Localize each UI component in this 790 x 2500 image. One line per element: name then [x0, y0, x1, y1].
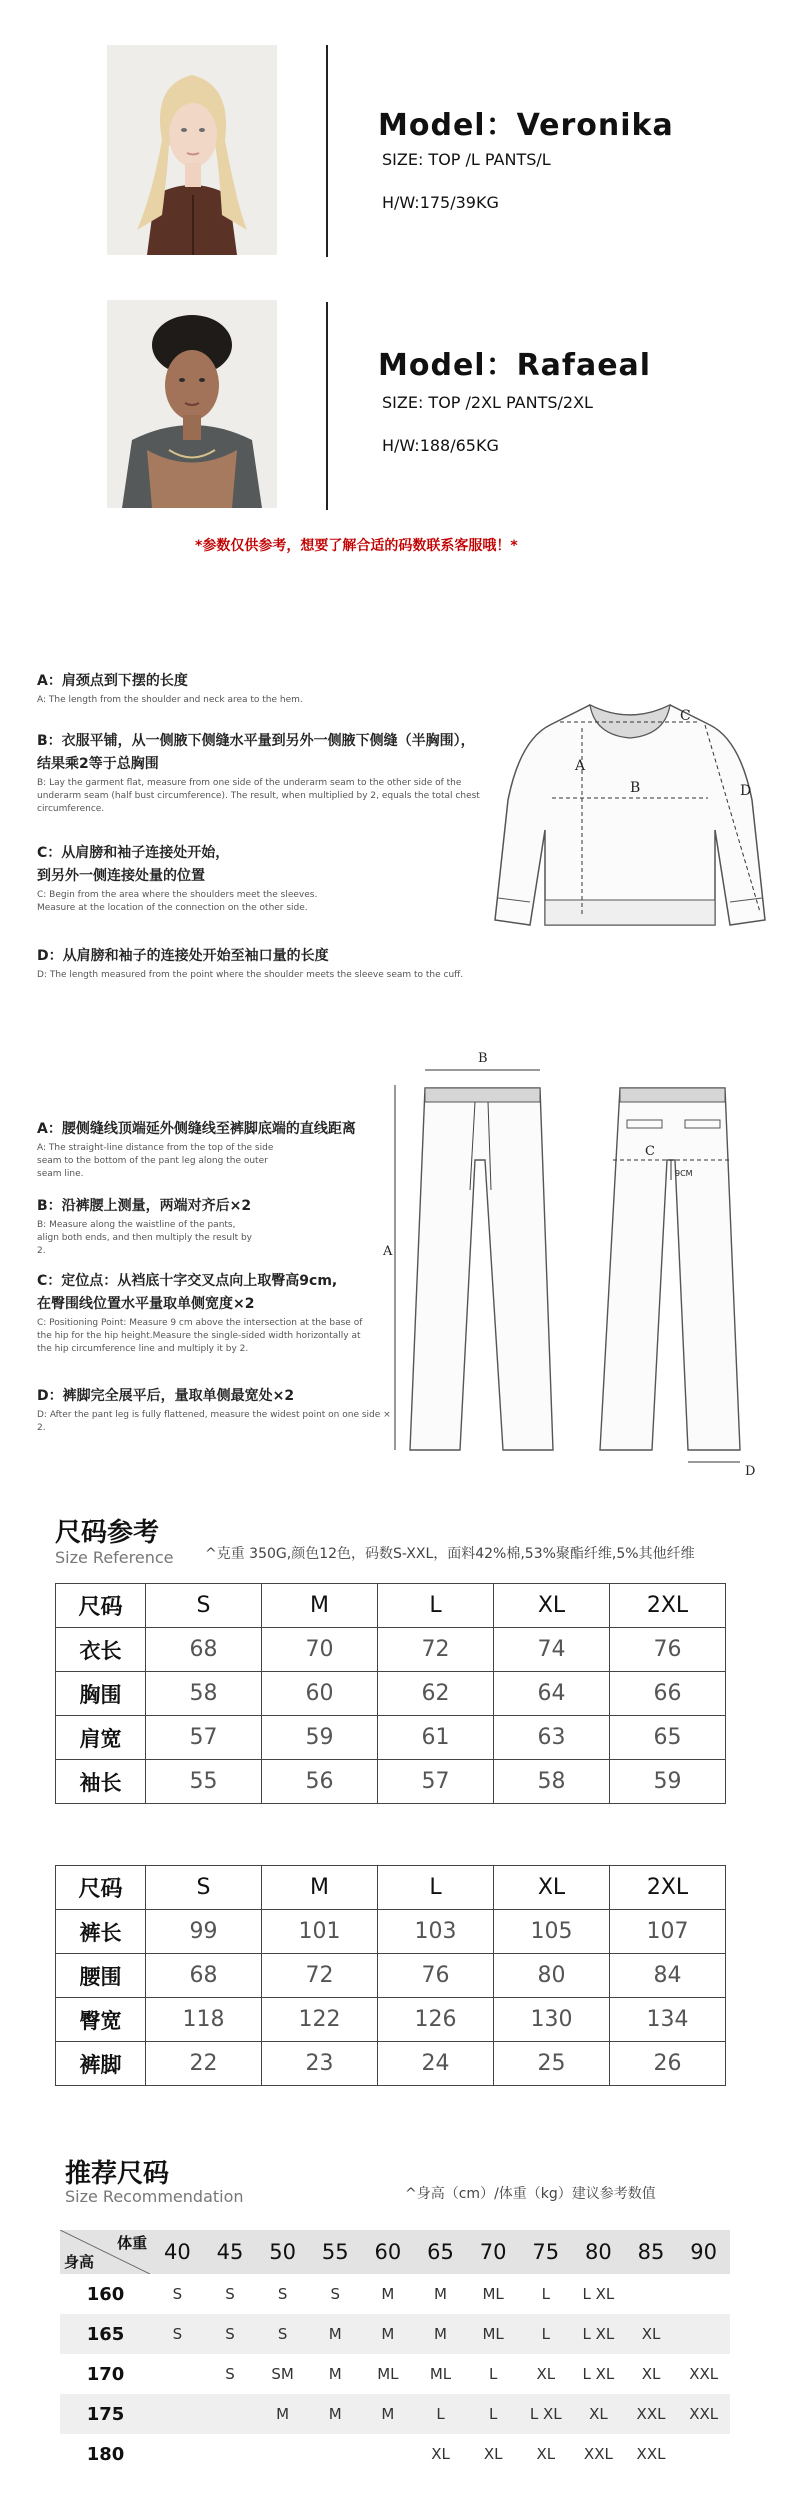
cell: 64 [494, 1672, 610, 1716]
desc-title: D：从肩膀和袖子的连接处开始至袖口量的长度 [37, 948, 329, 964]
size-cell: M [362, 2314, 415, 2354]
size-cell: S [256, 2314, 309, 2354]
size-cell: XL [641, 2365, 661, 2383]
model-size: SIZE: TOP /L PANTS/L [382, 150, 551, 169]
cell: 134 [610, 1998, 726, 2042]
cell: 126 [378, 1998, 494, 2042]
weight-cell: 55 [309, 2230, 362, 2274]
size-cell: L [519, 2314, 572, 2354]
size-cell [677, 2434, 730, 2474]
row-label: 腰围 [56, 1954, 146, 1998]
height-cell: 160 [86, 2283, 125, 2305]
recommend-title: 推荐尺码 [65, 2159, 170, 2189]
divider-line [326, 302, 328, 510]
dim-label-d: D [740, 783, 752, 799]
row-label: 袖长 [56, 1760, 146, 1804]
weight-cell: 45 [204, 2230, 257, 2274]
cell: 72 [262, 1954, 378, 1998]
dim-label-b: B [478, 1051, 488, 1066]
top-desc-a [37, 670, 487, 707]
desc-title-2: 结果乘2等于总胸围 [37, 756, 159, 772]
row-label: 臀宽 [56, 1998, 146, 2042]
weight-cell: 85 [625, 2230, 678, 2274]
weight-cell: 50 [256, 2230, 309, 2274]
size-cell [151, 2434, 204, 2474]
model-photo-veronika [107, 45, 277, 255]
cell: 130 [494, 1998, 610, 2042]
row-label: 裤长 [56, 1910, 146, 1954]
model-photo-rafaeal [107, 300, 277, 508]
header-cell: XL [494, 1584, 610, 1628]
cell: 63 [494, 1716, 610, 1760]
row-label: 衣长 [56, 1628, 146, 1672]
desc-title: A：腰侧缝线顶端延外侧缝线至裤脚底端的直线距离 [37, 1121, 356, 1137]
height-cell: 165 [60, 2314, 151, 2354]
dim-label-a: A [383, 1244, 393, 1259]
table-row [56, 1998, 726, 2042]
size-cell: L XL [582, 2285, 615, 2303]
size-cell [677, 2274, 730, 2314]
model-hw: H/W:188/65KG [382, 436, 499, 455]
table-row [56, 1760, 726, 1804]
cell: 55 [146, 1760, 262, 1804]
size-cell: XL [483, 2445, 503, 2463]
size-cell: L XL [572, 2314, 625, 2354]
cell: 122 [262, 1998, 378, 2042]
size-reference-subtitle: Size Reference [55, 1548, 174, 1567]
size-cell: L [488, 2365, 498, 2383]
height-cell: 170 [86, 2363, 125, 2385]
desc-title: A：肩颈点到下摆的长度 [37, 673, 188, 689]
desc-en: C: Begin from the area where the shoulders meet the sleeves. Measure at the location of the connection on the other side. [37, 890, 318, 913]
size-cell: L XL [519, 2394, 572, 2434]
size-cell [677, 2314, 730, 2354]
size-cell: XXL [677, 2394, 730, 2434]
header-cell: 尺码 [56, 1866, 146, 1910]
size-cell [625, 2274, 678, 2314]
size-cell: M [309, 2394, 362, 2434]
header-cell: M [262, 1584, 378, 1628]
model-size: SIZE: TOP /2XL PANTS/2XL [382, 393, 593, 412]
size-cell [256, 2434, 309, 2474]
cell: 56 [262, 1760, 378, 1804]
height-cell: 175 [60, 2394, 151, 2434]
cell: 60 [262, 1672, 378, 1716]
size-cell: L XL [582, 2365, 615, 2383]
size-cell: ML [377, 2365, 399, 2383]
pants-desc-d [37, 1385, 397, 1435]
size-cell: S [330, 2285, 341, 2303]
weight-cell: 65 [414, 2230, 467, 2274]
header-cell: L [378, 1866, 494, 1910]
cell: 68 [146, 1628, 262, 1672]
size-cell: S [204, 2314, 257, 2354]
dim-label-d: D [745, 1464, 756, 1479]
desc-title: C：从肩膀和袖子连接处开始， [37, 845, 230, 861]
size-cell: SM [271, 2365, 294, 2383]
desc-en: A: The straight-line distance from the top of the side seam to the bottom of the pant leg along the outer seam line. [37, 1143, 274, 1179]
size-cell: L [414, 2394, 467, 2434]
weight-cell: 60 [362, 2230, 415, 2274]
size-cell: M [328, 2365, 342, 2383]
cell: 105 [494, 1910, 610, 1954]
dim-label-c: C [645, 1144, 655, 1159]
size-cell: S [225, 2365, 235, 2383]
cell: 25 [494, 2042, 610, 2086]
sweatshirt-diagram [490, 680, 770, 960]
height-label: 身高 [64, 2253, 95, 2271]
weight-cell: 70 [467, 2230, 520, 2274]
recommend-row [60, 2434, 730, 2474]
top-desc-b [37, 730, 482, 816]
cell: 61 [378, 1716, 494, 1760]
cell: 65 [610, 1716, 726, 1760]
cell: 57 [146, 1716, 262, 1760]
desc-title: B：沿裤腰上测量，两端对齐后×2 [37, 1198, 252, 1214]
size-cell: ML [429, 2365, 452, 2383]
weight-cell: 75 [519, 2230, 572, 2274]
recommend-row [60, 2354, 730, 2394]
pants-desc-a [37, 1118, 417, 1181]
cell: 70 [262, 1628, 378, 1672]
desc-title-2: 到另外一侧连接处量的位置 [37, 868, 205, 884]
table-row [56, 1910, 726, 1954]
cell: 76 [378, 1954, 494, 1998]
table-header-row [56, 1584, 726, 1628]
size-cell: L [467, 2394, 520, 2434]
height-cell: 180 [86, 2443, 125, 2465]
size-reference-title: 尺码参考 [55, 1518, 160, 1548]
size-cell: XL [431, 2445, 450, 2463]
row-label: 裤脚 [56, 2042, 146, 2086]
size-cell: S [172, 2285, 183, 2303]
size-cell: XL [536, 2365, 556, 2383]
size-cell: XXL [636, 2445, 666, 2463]
model-name: Model：Veronika [378, 108, 674, 143]
notice-text: *参数仅供参考，想要了解合适的码数联系客服哦！* [195, 538, 518, 554]
cell: 58 [494, 1760, 610, 1804]
cell: 99 [146, 1910, 262, 1954]
table-row [56, 2042, 726, 2086]
cell: 107 [610, 1910, 726, 1954]
size-cell: XL [572, 2394, 625, 2434]
weight-cell: 90 [677, 2230, 730, 2274]
cell: 58 [146, 1672, 262, 1716]
size-cell: L [541, 2285, 550, 2303]
desc-title: B：衣服平铺，从一侧腋下侧缝水平量到另外一侧腋下侧缝（半胸围）， [37, 733, 475, 749]
size-cell: ML [482, 2285, 504, 2303]
size-cell: M [381, 2285, 395, 2303]
desc-title: D：裤脚完全展平后，量取单侧最宽处×2 [37, 1388, 295, 1404]
size-cell [309, 2434, 362, 2474]
row-label: 肩宽 [56, 1716, 146, 1760]
cell: 103 [378, 1910, 494, 1954]
size-cell: S [225, 2285, 235, 2303]
cell: 84 [610, 1954, 726, 1998]
pants-desc-b [37, 1195, 367, 1258]
size-cell: ML [467, 2314, 520, 2354]
desc-en: D: After the pant leg is fully flattened, measure the widest point on one side × 2. [37, 1410, 391, 1433]
size-cell [204, 2434, 257, 2474]
cell: 23 [262, 2042, 378, 2086]
cell: 59 [262, 1716, 378, 1760]
weight-cell: 80 [572, 2230, 625, 2274]
size-cell: XL [625, 2314, 678, 2354]
pants-size-table [55, 1865, 726, 2086]
size-cell: M [362, 2394, 415, 2434]
model-name: Model：Rafaeal [378, 348, 652, 383]
size-cell: S [151, 2314, 204, 2354]
cell: 24 [378, 2042, 494, 2086]
recommend-row [60, 2274, 730, 2314]
desc-en: C: Positioning Point: Measure 9 cm above the intersection at the base of the hip for the hip height.Measure the single-sided width horizontally at the hip circumference line and multiply it by 2. [37, 1318, 363, 1354]
size-cell: XXL [583, 2445, 613, 2463]
size-cell: XXL [689, 2365, 719, 2383]
recommend-row [60, 2314, 730, 2354]
desc-title-2: 在臀围线位置水平量取单侧宽度×2 [37, 1296, 255, 1312]
desc-en: B: Measure along the waistline of the pants, align both ends, and then multiply the result by 2. [37, 1220, 252, 1256]
header-cell: 尺码 [56, 1584, 146, 1628]
corner-cell [60, 2230, 151, 2274]
divider-line [326, 45, 328, 257]
size-reference-note: ^克重 350G,颜色12色，码数S-XXL，面料42%棉,53%聚酯纤维,5%其他纤维 [205, 1546, 695, 1562]
recommend-row [60, 2394, 730, 2434]
size-cell [362, 2434, 415, 2474]
dim-label-c: C [680, 708, 691, 724]
header-cell: 2XL [610, 1584, 726, 1628]
size-cell: M [256, 2394, 309, 2434]
cell: 74 [494, 1628, 610, 1672]
size-cell [151, 2394, 204, 2434]
recommend-subtitle: Size Recommendation [65, 2187, 244, 2206]
top-desc-d [37, 945, 507, 982]
header-cell: S [146, 1866, 262, 1910]
size-cell: M [309, 2314, 362, 2354]
desc-en: A: The length from the shoulder and neck area to the hem. [37, 695, 303, 705]
cell: 66 [610, 1672, 726, 1716]
recommend-table [60, 2230, 730, 2474]
header-cell: S [146, 1584, 262, 1628]
header-cell: M [262, 1866, 378, 1910]
weight-label: 体重 [117, 2234, 148, 2252]
header-cell: L [378, 1584, 494, 1628]
cell: 80 [494, 1954, 610, 1998]
cell: 26 [610, 2042, 726, 2086]
top-size-table [55, 1583, 726, 1804]
cell: 101 [262, 1910, 378, 1954]
cell: 57 [378, 1760, 494, 1804]
recommend-header-row [60, 2230, 730, 2274]
recommend-note: ^身高（cm）/体重（kg）建议参考数值 [405, 2186, 656, 2202]
table-header-row [56, 1866, 726, 1910]
pants-diagram [375, 1040, 790, 1480]
size-cell [204, 2394, 257, 2434]
top-desc-c [37, 842, 357, 915]
dim-label-b: B [630, 780, 641, 796]
desc-en: D: The length measured from the point where the shoulder meets the sleeve seam to the cuff. [37, 970, 464, 980]
model-hw: H/W:175/39KG [382, 193, 499, 212]
size-cell: M [434, 2285, 447, 2303]
desc-en: B: Lay the garment flat, measure from one side of the underarm seam to the other side of the underarm seam (half bust circumference). The result, when multiplied by 2, equals the total chest circumference. [37, 778, 480, 814]
header-cell: XL [494, 1866, 610, 1910]
cell: 62 [378, 1672, 494, 1716]
pants-desc-c [37, 1270, 417, 1356]
size-cell: S [277, 2285, 288, 2303]
table-row [56, 1954, 726, 1998]
size-cell: XXL [625, 2394, 678, 2434]
header-cell: 2XL [610, 1866, 726, 1910]
cell: 22 [146, 2042, 262, 2086]
table-row [56, 1672, 726, 1716]
cell: 118 [146, 1998, 262, 2042]
table-row [56, 1716, 726, 1760]
weight-cell: 40 [151, 2230, 204, 2274]
size-cell [151, 2354, 204, 2394]
dim-label-9cm: 9CM [675, 1169, 693, 1178]
size-cell: XL [536, 2445, 556, 2463]
cell: 72 [378, 1628, 494, 1672]
row-label: 胸围 [56, 1672, 146, 1716]
cell: 68 [146, 1954, 262, 1998]
size-cell: M [414, 2314, 467, 2354]
dim-label-a: A [575, 758, 586, 774]
desc-title: C：定位点：从裆底十字交叉点向上取臀高9cm, [37, 1273, 338, 1289]
cell: 76 [610, 1628, 726, 1672]
table-row [56, 1628, 726, 1672]
cell: 59 [610, 1760, 726, 1804]
